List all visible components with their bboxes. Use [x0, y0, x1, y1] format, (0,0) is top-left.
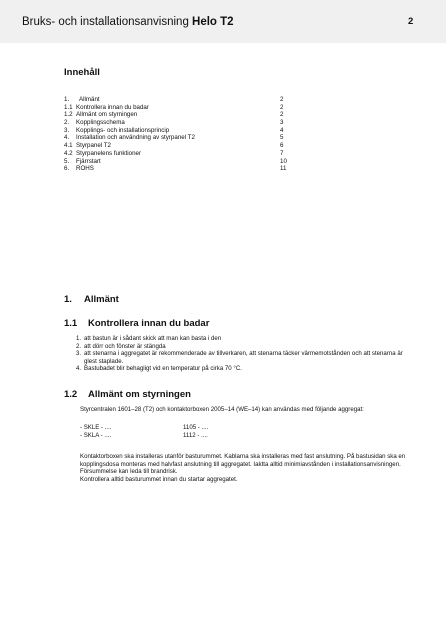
- toc-number: 4.: [64, 134, 70, 142]
- toc-row: [64, 96, 294, 104]
- toc-page: 7: [280, 149, 284, 157]
- aggregate-right: 1112 - ....: [183, 432, 208, 439]
- toc-number: 2.: [64, 119, 70, 127]
- aggregate-list: [80, 424, 340, 440]
- toc-page: 4: [280, 126, 284, 134]
- toc-number: 3.: [64, 126, 70, 134]
- document-title-prefix: Bruks- och installationsanvisning: [22, 16, 193, 28]
- document-title: [22, 16, 234, 28]
- list-item-number: 1.: [76, 335, 82, 342]
- list-item: [76, 350, 406, 365]
- table-of-contents: [64, 96, 294, 173]
- toc-title: ROHS: [76, 165, 94, 173]
- section-1-1-heading: [64, 318, 209, 329]
- aggregate-right: 1105 - ....: [183, 424, 209, 431]
- toc-number: 4.2: [64, 149, 73, 157]
- toc-title: Allmänt: [79, 96, 100, 103]
- aggregate-left: - SKLA - ....: [80, 432, 112, 439]
- toc-title: Fjärrstart: [76, 157, 101, 165]
- section-1-heading: [64, 294, 119, 305]
- toc-title: Kopplings- och installationsprincip: [76, 126, 170, 134]
- list-item: [76, 335, 406, 343]
- toc-page: 10: [280, 157, 287, 165]
- toc-page: 6: [280, 142, 284, 150]
- section-1-2-title: Allmänt om styrningen: [88, 389, 191, 400]
- toc-number: 1.: [64, 96, 70, 103]
- toc-title: Kopplingsschema: [76, 119, 125, 127]
- toc-page: 2: [280, 103, 284, 111]
- aggregate-row: [80, 432, 340, 440]
- section-1-number: 1.: [64, 294, 72, 305]
- toc-title: Kontrollera innan du badar: [76, 103, 149, 111]
- toc-page: 2: [280, 96, 284, 103]
- toc-title: Styrpanel T2: [76, 142, 111, 150]
- toc-row: [64, 158, 294, 166]
- list-item-text: Bastubadet blir behagligt vid en temperatur på cirka 70 °C.: [84, 365, 242, 373]
- toc-page: 2: [280, 111, 284, 119]
- toc-heading: Innehåll: [64, 67, 100, 78]
- installation-paragraph: [80, 453, 410, 483]
- section-1-1-title: Kontrollera innan du badar: [88, 318, 210, 329]
- page-header: [0, 0, 446, 43]
- toc-number: 6.: [64, 165, 70, 173]
- list-item: [76, 343, 406, 351]
- checklist: [76, 335, 406, 373]
- toc-row: [64, 119, 294, 127]
- list-item: [76, 365, 406, 373]
- toc-number: 5.: [64, 157, 70, 165]
- toc-number: 1.2: [64, 111, 73, 119]
- list-item-number: 3.: [76, 350, 82, 358]
- toc-row: [64, 111, 294, 119]
- list-item-text: att stenarna i aggregatet är rekommenderade av tillverkaren, att stenarna täcker värmemotstånden och att stenarna är glest staplade.: [84, 350, 403, 365]
- toc-page: 3: [280, 119, 284, 127]
- toc-title: Allmänt om styrningen: [76, 111, 138, 119]
- toc-row: [64, 165, 294, 173]
- aggregate-row: [80, 424, 340, 432]
- toc-title: Installation och användning av styrpanel T2: [76, 134, 195, 142]
- section-1-2-number: 1.2: [64, 389, 78, 400]
- toc-row: [64, 142, 294, 150]
- toc-title: Styrpanelens funktioner: [76, 149, 142, 157]
- toc-row: [64, 127, 294, 135]
- list-item-number: 4.: [76, 365, 82, 373]
- list-item-text: att bastun är i sådant skick att man kan basta i den: [84, 335, 222, 342]
- toc-page: 5: [280, 134, 284, 142]
- section-1-2-heading: [64, 389, 191, 400]
- toc-number: 1.1: [64, 103, 73, 111]
- aggregate-left: - SKLE - ....: [80, 424, 112, 431]
- toc-row: [64, 104, 294, 112]
- list-item-number: 2.: [76, 342, 82, 350]
- page-number: 2: [408, 16, 414, 27]
- product-name: Helo T2: [192, 16, 234, 28]
- toc-page: 11: [280, 165, 287, 173]
- toc-row: [64, 134, 294, 142]
- toc-number: 4.1: [64, 142, 73, 150]
- toc-row: [64, 150, 294, 158]
- section-1-title: Allmänt: [84, 294, 119, 305]
- section-1-1-number: 1.1: [64, 318, 78, 329]
- list-item-text: att dörr och fönster är stängda: [84, 342, 166, 350]
- installation-text: Kontaktorboxen ska installeras utanför basturummet. Kablarna ska installeras med fast anslutning. På bastusidan ska en kopplingsdosa monteras med halvfast anslutning till aggregatet. Iaktta alltid minimiavstånden i installationsanvisningen. Försummelse kan leda till brandrisk.: [80, 453, 406, 476]
- closing-text: Kontrollera alltid basturummet innan du startar aggregatet.: [80, 475, 238, 483]
- intro-paragraph: Styrcentralen 1601–28 (T2) och kontaktorboxen 2005–14 (WE–14) kan användas med följande aggregat:: [80, 406, 364, 413]
